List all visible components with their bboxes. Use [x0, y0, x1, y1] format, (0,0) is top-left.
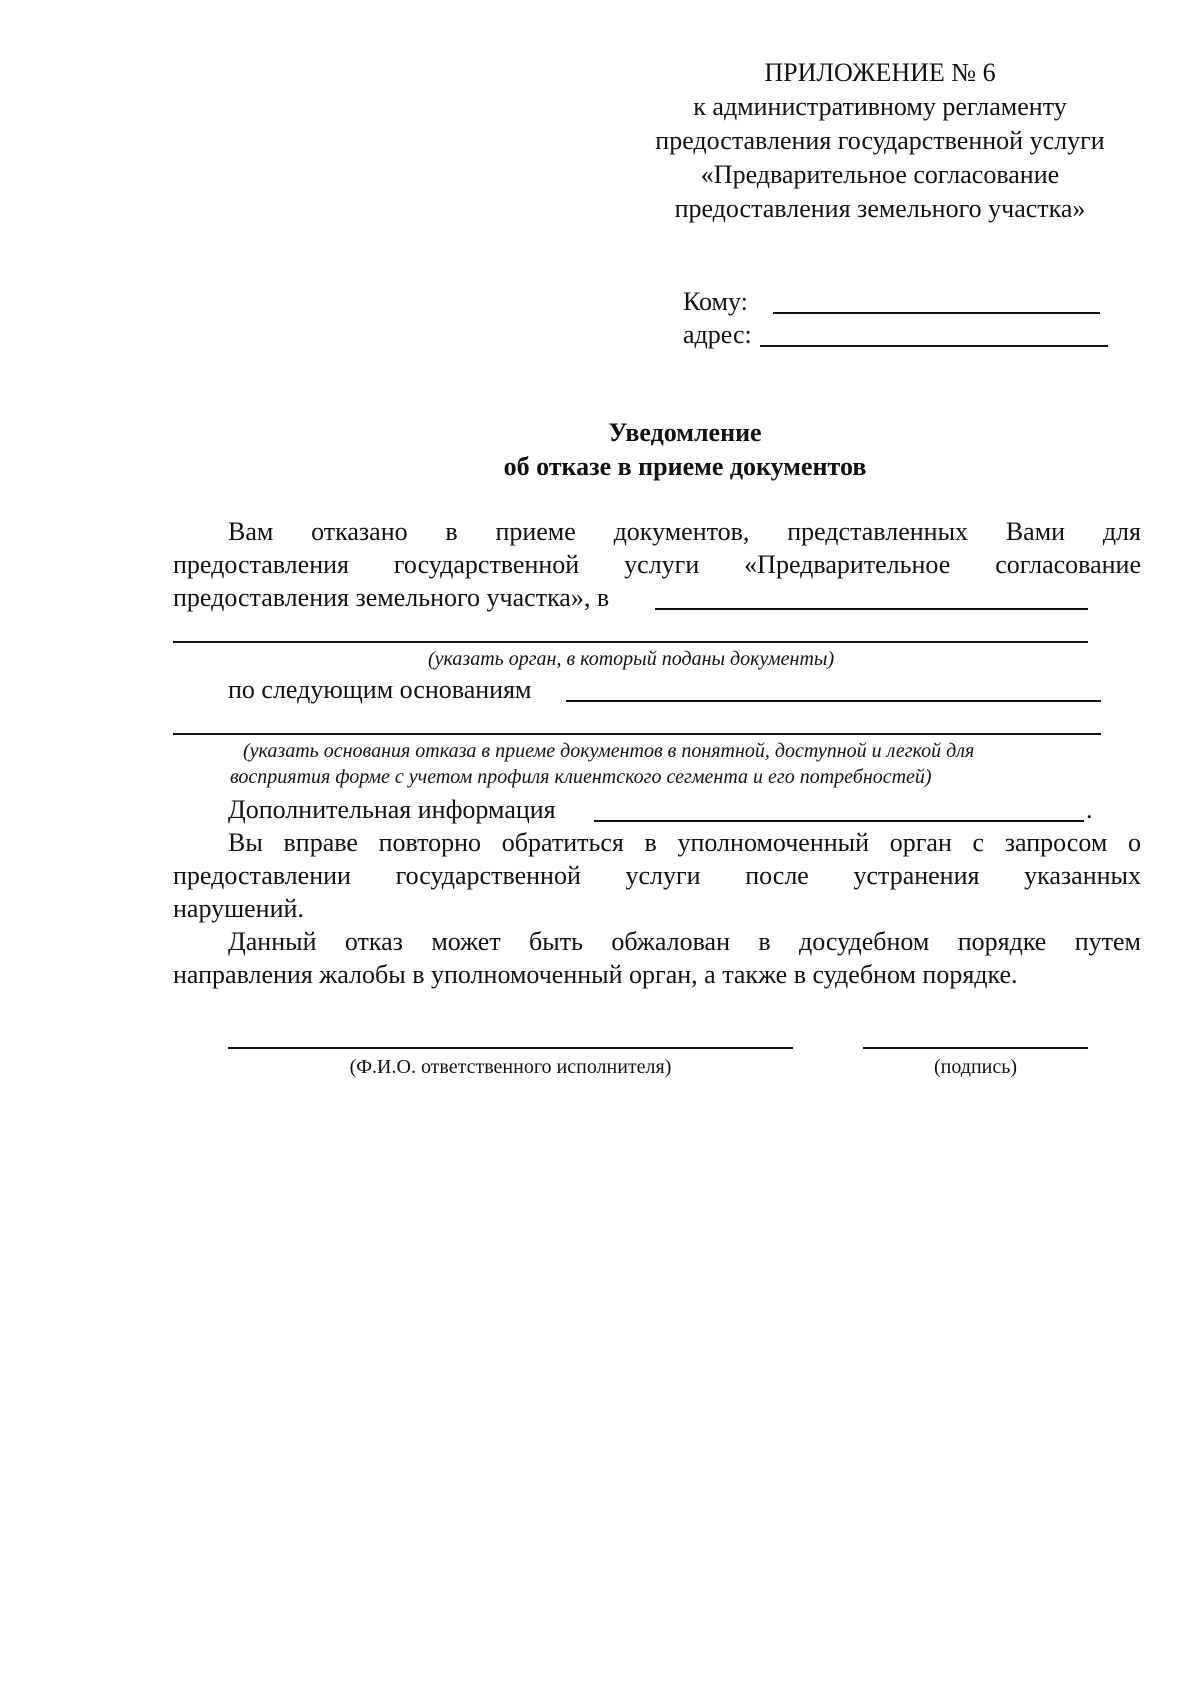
address-label: адрес:	[683, 320, 752, 349]
extra-info-label: Дополнительная информация	[228, 795, 556, 824]
appendix-line-3: «Предварительное согласование	[700, 160, 1060, 189]
paragraph-2-line-2: предоставлении государственной услуги после устранения указанных	[173, 861, 1141, 890]
paragraph-3-line-1: Данный отказ может быть обжалован в досудебном порядке путем	[228, 927, 1141, 956]
notice-subtitle: об отказе в приеме документов	[503, 452, 867, 481]
hint-reasons-line-1: (указать основания отказа в приеме документов в понятной, доступной и легкой для	[243, 740, 975, 762]
sign-signature-line	[863, 1047, 1088, 1049]
to-blank-line	[773, 312, 1100, 314]
appendix-line-2: предоставления государственной услуги	[655, 126, 1105, 155]
notice-title: Уведомление	[608, 418, 762, 447]
name-caption: (Ф.И.О. ответственного исполнителя)	[349, 1056, 672, 1078]
reasons-label: по следующим основаниям	[228, 675, 532, 704]
hint-organ	[0, 646, 1200, 672]
paragraph-1-line-2: предоставления государственной услуги «Предварительное согласование	[173, 550, 1141, 579]
appendix-line-1: к административному регламенту	[693, 92, 1067, 121]
paragraph-2-line-3: нарушений.	[173, 894, 304, 923]
address-blank-line	[760, 345, 1108, 347]
extra-info-period: .	[1086, 795, 1093, 824]
paragraph-2-line-1: Вы вправе повторно обратиться в уполномоченный орган с запросом о	[228, 828, 1141, 857]
to-label: Кому:	[683, 287, 748, 316]
reasons-blank-line-2	[173, 733, 1101, 735]
organ-blank-line-1	[655, 608, 1088, 610]
reasons-blank-line-1	[566, 700, 1101, 702]
hint-reasons-line-2: восприятия форме с учетом профиля клиентского сегмента и его потребностей)	[230, 766, 932, 788]
organ-blank-line-2	[173, 641, 1088, 643]
name-signature-line	[228, 1047, 793, 1049]
extra-info-blank-line	[594, 820, 1084, 822]
appendix-title: ПРИЛОЖЕНИЕ № 6	[764, 58, 996, 87]
hint-organ-text: (указать орган, в который поданы документы)	[428, 648, 835, 670]
sign-caption: (подпись)	[933, 1056, 1018, 1078]
paragraph-1-line-1: Вам отказано в приеме документов, представленных Вами для	[228, 517, 1141, 546]
appendix-line-4: предоставления земельного участка»	[674, 194, 1086, 223]
paragraph-1-line-3: предоставления земельного участка», в	[173, 583, 610, 612]
paragraph-3-line-2: направления жалобы в уполномоченный орган, а также в судебном порядке.	[173, 960, 1018, 989]
